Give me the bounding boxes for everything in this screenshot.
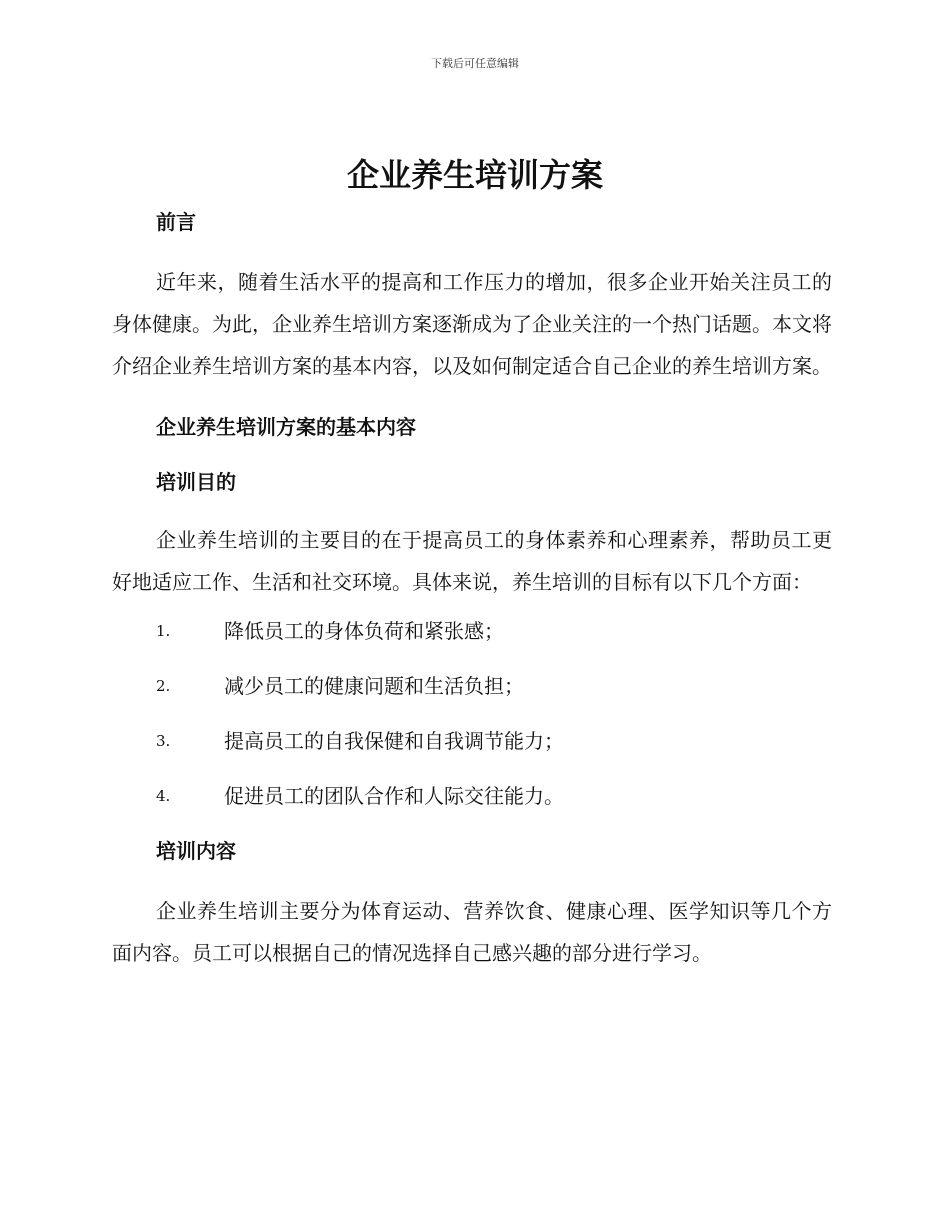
header-note: 下载后可任意编辑: [431, 57, 519, 70]
section-heading-training-goal: 培训目的: [156, 470, 236, 494]
section-heading-training-content: 培训内容: [156, 839, 236, 863]
list-number: 3.: [156, 732, 171, 750]
paragraph-preface: 近年来，随着生活水平的提高和工作压力的增加，很多企业开始关注员工的身体健康。为此，企业养生培训方案逐渐成为了企业关注的一个热门话题。本文将介绍企业养生培训方案的基本内容，以及如何制定适合自己企业的养生培训方案。: [112, 270, 832, 378]
list-item: [112, 672, 832, 700]
paragraph-training-goal: 企业养生培训的主要目的在于提高员工的身体素养和心理素养，帮助员工更好地适应工作、生活和社交环境。具体来说，养生培训的目标有以下几个方面：: [112, 528, 832, 594]
list-text: 降低员工的身体负荷和紧张感；: [224, 619, 504, 643]
section-heading-preface: 前言: [156, 210, 196, 234]
document-title: 企业养生培训方案: [346, 156, 603, 194]
list-text: 促进员工的团队合作和人际交往能力。: [224, 784, 564, 808]
list-text: 减少员工的健康问题和生活负担；: [224, 674, 524, 698]
list-text: 提高员工的自我保健和自我调节能力；: [224, 729, 564, 753]
list-item: [112, 782, 832, 810]
list-item: [112, 727, 832, 755]
list-number: 4.: [156, 787, 171, 805]
list-number: 1.: [156, 622, 171, 640]
paragraph-training-content: 企业养生培训主要分为体育运动、营养饮食、健康心理、医学知识等几个方面内容。员工可以根据自己的情况选择自己感兴趣的部分进行学习。: [112, 899, 832, 965]
list-item: [112, 617, 832, 645]
document-body: [112, 198, 832, 974]
section-heading-basic-content: 企业养生培训方案的基本内容: [156, 415, 416, 439]
list-number: 2.: [156, 677, 171, 695]
